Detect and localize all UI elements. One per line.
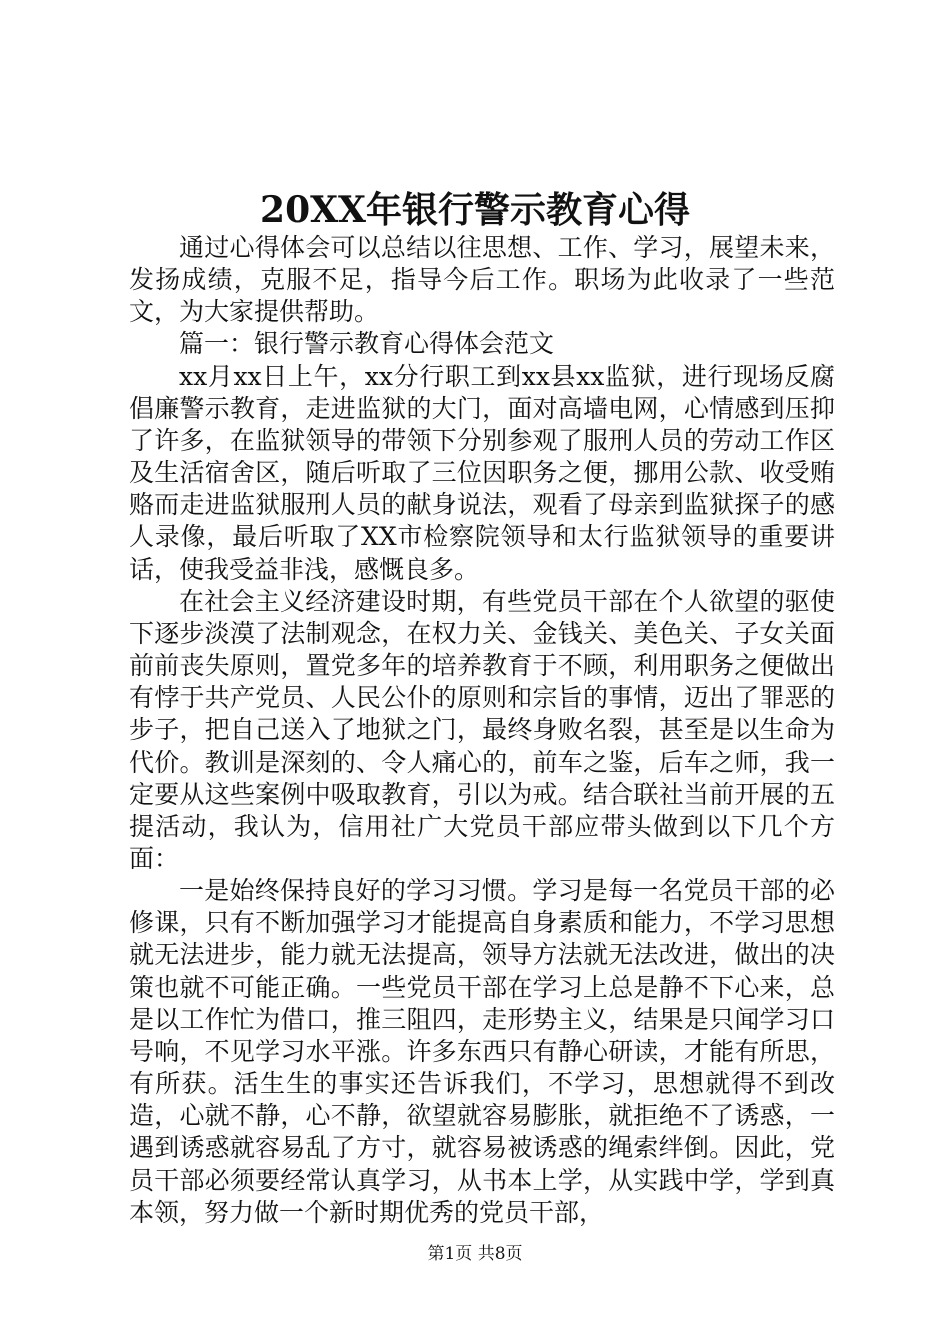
document-title: 20XX年银行警示教育心得 [260, 189, 690, 231]
paragraph-point-one: 一是始终保持良好的学习习惯。学习是每一名党员干部的必修课，只有不断加强学习才能提高自身素质和能力，不学习思想就无法进步，能力就无法提高，领导方法就无法改进，做出的决策也就不可能正确。一些党员干部在学习上总是静不下心来，总是以工作忙为借口，推三阻四，走形势主义，结果是只闻学习口号响，不见学习水平涨。许多东西只有静心研读，才能有所思，有所获。活生生的事实还告诉我们，不学习，思想就得不到改造，心就不静，心不静，欲望就容易膨胀，就拒绝不了诱惑，一遇到诱惑就容易乱了方寸，就容易被诱惑的绳索绊倒。因此，党员干部必须要经常认真学习，从书本上学，从实践中学，学到真本领，努力做一个新时期优秀的党员干部， [129, 876, 835, 1227]
document-body [129, 232, 835, 1229]
paragraph-lesson: 在社会主义经济建设时期，有些党员干部在个人欲望的驱使下逐步淡漠了法制观念，在权力关、金钱关、美色关、子女关面前前丧失原则，置党多年的培养教育于不顾，利用职务之便做出有悖于共产党员、人民公仆的原则和宗旨的事情，迈出了罪恶的步子，把自己送入了地狱之门，最终身败名裂，甚至是以生命为代价。教训是深刻的、令人痛心的，前车之鉴，后车之师，我一定要从这些案例中吸取教育，引以为戒。结合联社当前开展的五提活动，我认为，信用社广大党员干部应带头做到以下几个方面： [129, 586, 835, 873]
page-number-footer: 第1页 共8页 [427, 1244, 523, 1264]
paragraph-section-heading: 篇一：银行警示教育心得体会范文 [179, 329, 555, 359]
paragraph-visit: xx月xx日上午，xx分行职工到xx县xx监狱，进行现场反腐倡廉警示教育，走进监狱的大门，面对高墙电网，心情感到压抑了许多，在监狱领导的带领下分别参观了服刑人员的劳动工作区及生活宿舍区，随后听取了三位因职务之便，挪用公款、收受贿赂而走进监狱服刑人员的献身说法，观看了母亲到监狱探子的感人录像，最后听取了XX市检察院领导和太行监狱领导的重要讲话，使我受益非浅，感慨良多。 [129, 361, 835, 584]
paragraph-intro: 通过心得体会可以总结以往思想、工作、学习，展望未来，发扬成绩，克服不足，指导今后工作。职场为此收录了一些范文，为大家提供帮助。 [129, 233, 835, 327]
